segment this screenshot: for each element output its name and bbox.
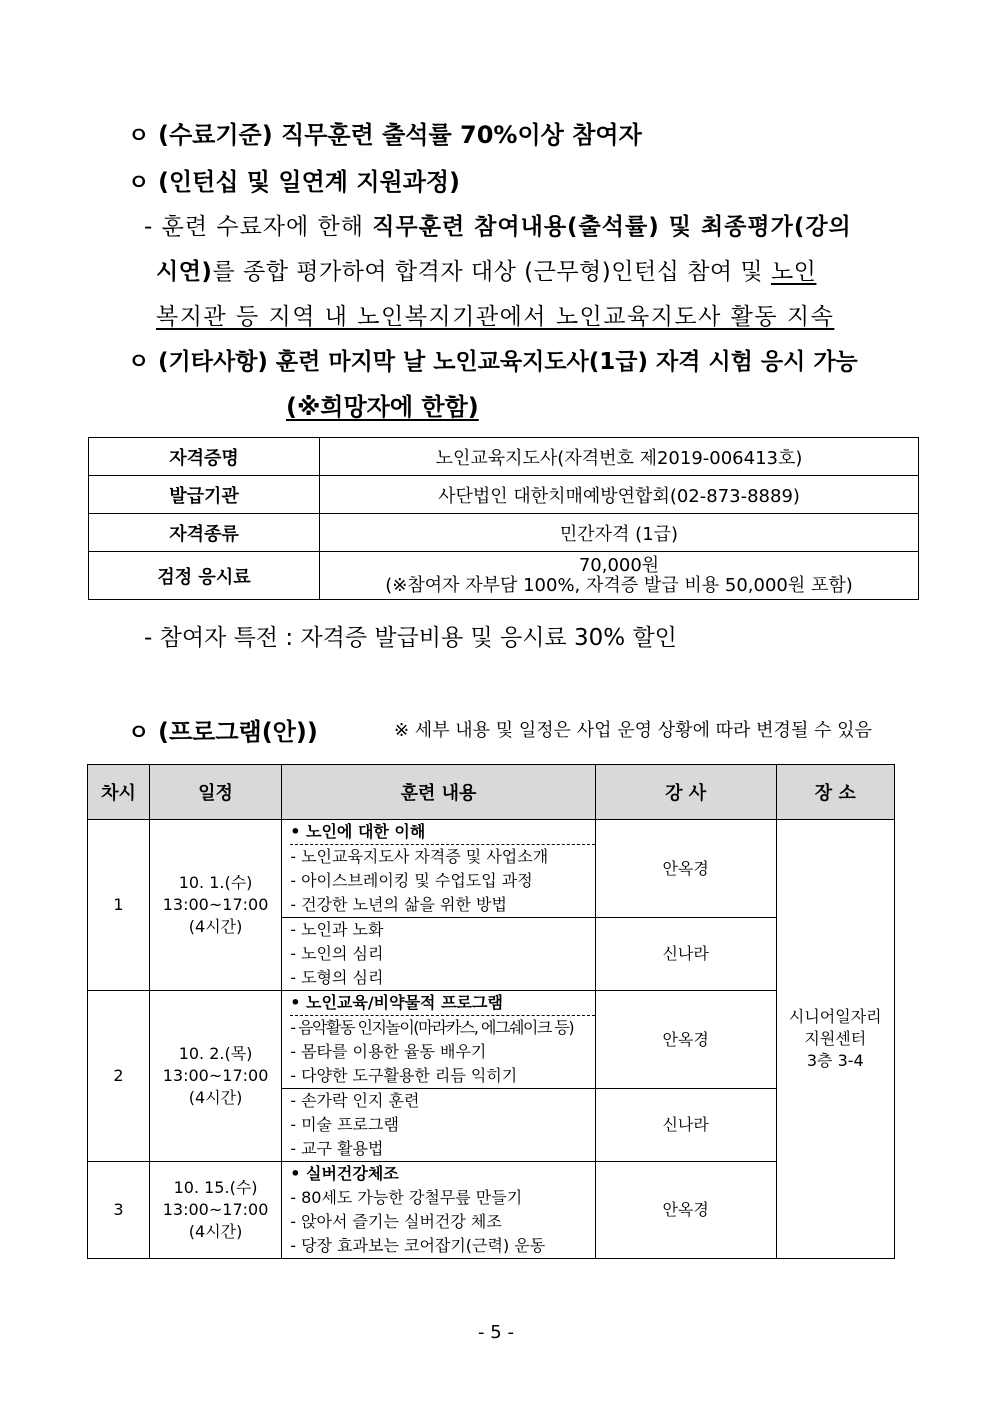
table-row [89, 476, 919, 514]
session-date: 10. 2.(목) 13:00~17:00 (4시간) [149, 991, 281, 1162]
table-row [88, 991, 895, 1089]
internship-heading: ㅇ (인턴십 및 일연계 지원과정) [128, 168, 461, 196]
session-content [282, 1162, 596, 1259]
place: 시니어일자리 지원센터 3층 3-4 [776, 820, 894, 1259]
list-item: - 다양한 도구활용한 리듬 익히기 [290, 1066, 518, 1085]
list-item: - 당장 효과보는 코어잡기(근력) 운동 [290, 1236, 546, 1255]
list-item: - 손가락 인지 훈련 [290, 1091, 420, 1110]
header-instructor: 강 사 [595, 765, 776, 820]
topic-title: • 노인에 대한 이해 [290, 820, 595, 845]
qual-key: 검정 응시료 [89, 552, 320, 600]
program-table [87, 764, 895, 1259]
bullet-marker: ㅇ [128, 721, 150, 746]
table-row [89, 514, 919, 552]
bullet-marker: ㅇ [128, 124, 150, 149]
session-date: 10. 15.(수) 13:00~17:00 (4시간) [149, 1162, 281, 1259]
completion-criteria: ㅇ (수료기준) 직무훈련 출석률 70%이상 참여자 [128, 121, 642, 149]
qual-value: 노인교육지도사(자격번호 제2019-006413호) [320, 438, 919, 476]
list-item: - 노인과 노화 [290, 920, 384, 939]
qual-value [320, 552, 919, 600]
page-number: - 5 - [478, 1322, 514, 1343]
topic-title: • 노인교육/비약물적 프로그램 [290, 991, 595, 1016]
list-item: - 80세도 가능한 강철무릎 만들기 [290, 1188, 523, 1207]
fee-amount: 70,000원 [578, 554, 660, 576]
participant-benefit: - 참여자 특전 : 자격증 발급비용 및 응시료 30% 할인 [144, 625, 677, 651]
header-session: 차시 [88, 765, 150, 820]
instructor: 안옥경 [595, 991, 776, 1089]
bullet-marker: ㅇ [128, 171, 150, 196]
qual-key: 자격증명 [89, 438, 320, 476]
instructor: 안옥경 [595, 820, 776, 918]
table-row [88, 1162, 895, 1259]
list-item: - 도형의 심리 [290, 968, 384, 987]
etc-note: (※희망자에 한함) [286, 393, 479, 421]
table-header-row [88, 765, 895, 820]
etc-heading: ㅇ (기타사항) 훈련 마지막 날 노인교육지도사(1급) 자격 시험 응시 가능 [128, 343, 858, 376]
list-item: - 미술 프로그램 [290, 1115, 399, 1134]
session-content [282, 1089, 596, 1162]
list-item: - 노인의 심리 [290, 944, 384, 963]
list-item: - 앉아서 즐기는 실버건강 체조 [290, 1212, 502, 1231]
session-content [282, 918, 596, 991]
qual-key: 자격종류 [89, 514, 320, 552]
list-item: - 교구 활용법 [290, 1139, 384, 1158]
list-item: - 몸타를 이용한 율동 배우기 [290, 1042, 487, 1061]
program-note: ※ 세부 내용 및 일정은 사업 운영 상황에 따라 변경될 수 있음 [394, 720, 872, 741]
instructor: 안옥경 [595, 1162, 776, 1259]
internship-detail-line2: 시연)를 종합 평가하여 합격자 대상 (근무형)인턴십 참여 및 노인 [156, 259, 817, 285]
program-heading: ㅇ (프로그램(안)) [128, 718, 318, 746]
qual-value: 민간자격 (1급) [320, 514, 919, 552]
topic-title: • 실버건강체조 [290, 1164, 399, 1183]
session-number: 2 [88, 991, 150, 1162]
session-content [282, 820, 596, 918]
list-item: - 아이스브레이킹 및 수업도입 과정 [290, 871, 533, 890]
list-item: - 노인교육지도사 자격증 및 사업소개 [290, 847, 549, 866]
instructor: 신나라 [595, 918, 776, 991]
qual-value: 사단법인 대한치매예방연합회(02-873-8889) [320, 476, 919, 514]
session-content [282, 991, 596, 1089]
session-number: 1 [88, 820, 150, 991]
bullet-marker: ㅇ [128, 350, 150, 375]
table-row [89, 438, 919, 476]
list-item: - 건강한 노년의 삶을 위한 방법 [290, 895, 507, 914]
fee-note: (※참여자 자부담 100%, 자격증 발급 비용 50,000원 포함) [385, 574, 853, 596]
header-place: 장 소 [776, 765, 894, 820]
list-item: - 음악활동 인지놀이(마라카스, 에그쉐이크 등) [290, 1018, 574, 1037]
table-row [88, 820, 895, 918]
table-row [89, 552, 919, 600]
qual-key: 발급기관 [89, 476, 320, 514]
qualification-table [88, 437, 919, 600]
internship-detail-line3: 복지관 등 지역 내 노인복지기관에서 노인교육지도사 활동 지속 [156, 304, 835, 330]
internship-detail-line1: - 훈련 수료자에 한해 직무훈련 참여내용(출석률) 및 최종평가(강의 [144, 214, 852, 240]
session-number: 3 [88, 1162, 150, 1259]
header-date: 일정 [149, 765, 281, 820]
instructor: 신나라 [595, 1089, 776, 1162]
session-date: 10. 1.(수) 13:00~17:00 (4시간) [149, 820, 281, 991]
header-content: 훈련 내용 [282, 765, 596, 820]
